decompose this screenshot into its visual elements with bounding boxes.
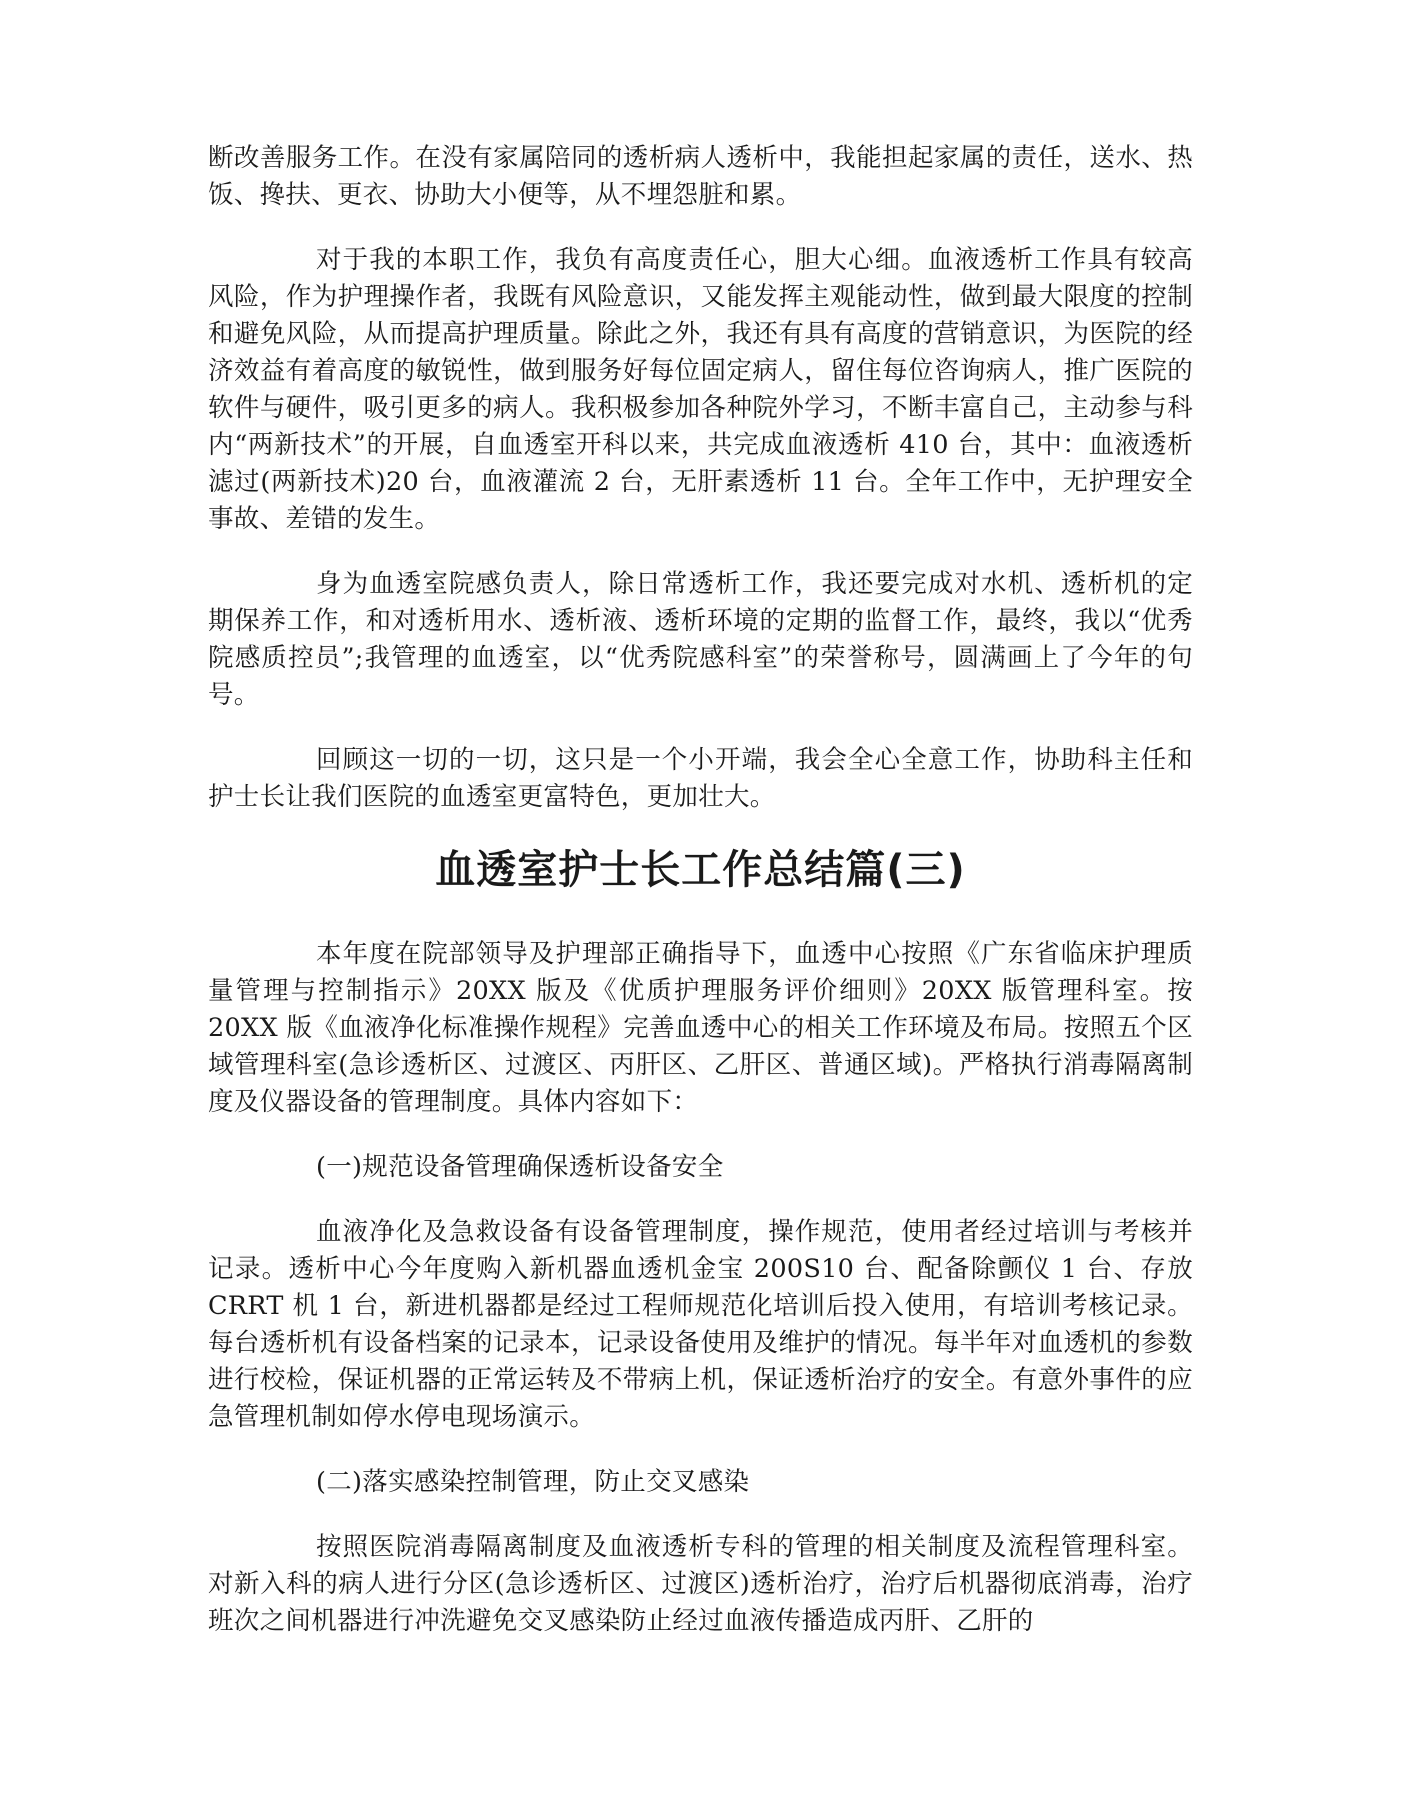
- paragraph-infection-control-lead: 身为血透室院感负责人，除日常透析工作，我还要完成对水机、透析机的定期保养工作，和对透析用水、透析液、透析环境的定期的监督工作，最终，我以“优秀院感质控员”;我管理的血透室，以“优秀院感科室”的荣誉称号，圆满画上了今年的句号。: [208, 569, 1193, 710]
- paragraph-review: 回顾这一切的一切，这只是一个小开端，我会全心全意工作，协助科主任和护士长让我们医院的血透室更富特色，更加壮大。: [208, 745, 1193, 812]
- subheading-infection: (二)落实感染控制管理，防止交叉感染: [316, 1467, 750, 1497]
- paragraph-equipment: 血液净化及急救设备有设备管理制度，操作规范，使用者经过培训与考核并记录。透析中心今年度购入新机器血透机金宝 200S10 台、配备除颤仪 1 台、存放 CRRT 机 1 台，新进机器都是经过工程师规范化培训后投入使用，有培训考核记录。每台透析机有设备档案的记录本，记录设备使用及维护的情况。每半年对血透机的参数进行校检，保证机器的正常运转及不带病上机，保证透析治疗的安全。有意外事件的应急管理机制如停水停电现场演示。: [208, 1217, 1193, 1432]
- subheading-equipment: (一)规范设备管理确保透析设备安全: [316, 1152, 724, 1182]
- document-body: [208, 140, 1193, 1668]
- paragraph-duty: 对于我的本职工作，我负有高度责任心，胆大心细。血液透析工作具有较高风险，作为护理操作者，我既有风险意识，又能发挥主观能动性，做到最大限度的控制和避免风险，从而提高护理质量。除此之外，我还有具有高度的营销意识，为医院的经济效益有着高度的敏锐性，做到服务好每位固定病人，留住每位咨询病人，推广医院的软件与硬件，吸引更多的病人。我积极参加各种院外学习，不断丰富自己，主动参与科内“两新技术”的开展，自血透室开科以来，共完成血液透析 410 台，其中：血液透析滤过(两新技术)20 台，血液灌流 2 台，无肝素透析 11 台。全年工作中，无护理安全事故、差错的发生。: [208, 245, 1193, 534]
- paragraph-intro: 本年度在院部领导及护理部正确指导下，血透中心按照《广东省临床护理质量管理与控制指示》20XX 版及《优质护理服务评价细则》20XX 版管理科室。按 20XX 版《血液净化标准操作规程》完善血透中心的相关工作环境及布局。按照五个区域管理科室(急诊透析区、过渡区、丙肝区、乙肝区、普通区域)。严格执行消毒隔离制度及仪器设备的管理制度。具体内容如下：: [208, 939, 1193, 1117]
- paragraph-continuation: 断改善服务工作。在没有家属陪同的透析病人透析中，我能担起家属的责任，送水、热饭、搀扶、更衣、协助大小便等，从不埋怨脏和累。: [208, 143, 1193, 210]
- paragraph-infection: 按照医院消毒隔离制度及血液透析专科的管理的相关制度及流程管理科室。对新入科的病人进行分区(急诊透析区、过渡区)透析治疗，治疗后机器彻底消毒，治疗班次之间机器进行冲洗避免交叉感染防止经过血液传播造成丙肝、乙肝的: [208, 1532, 1193, 1636]
- section-heading: 血透室护士长工作总结篇(三): [435, 847, 966, 893]
